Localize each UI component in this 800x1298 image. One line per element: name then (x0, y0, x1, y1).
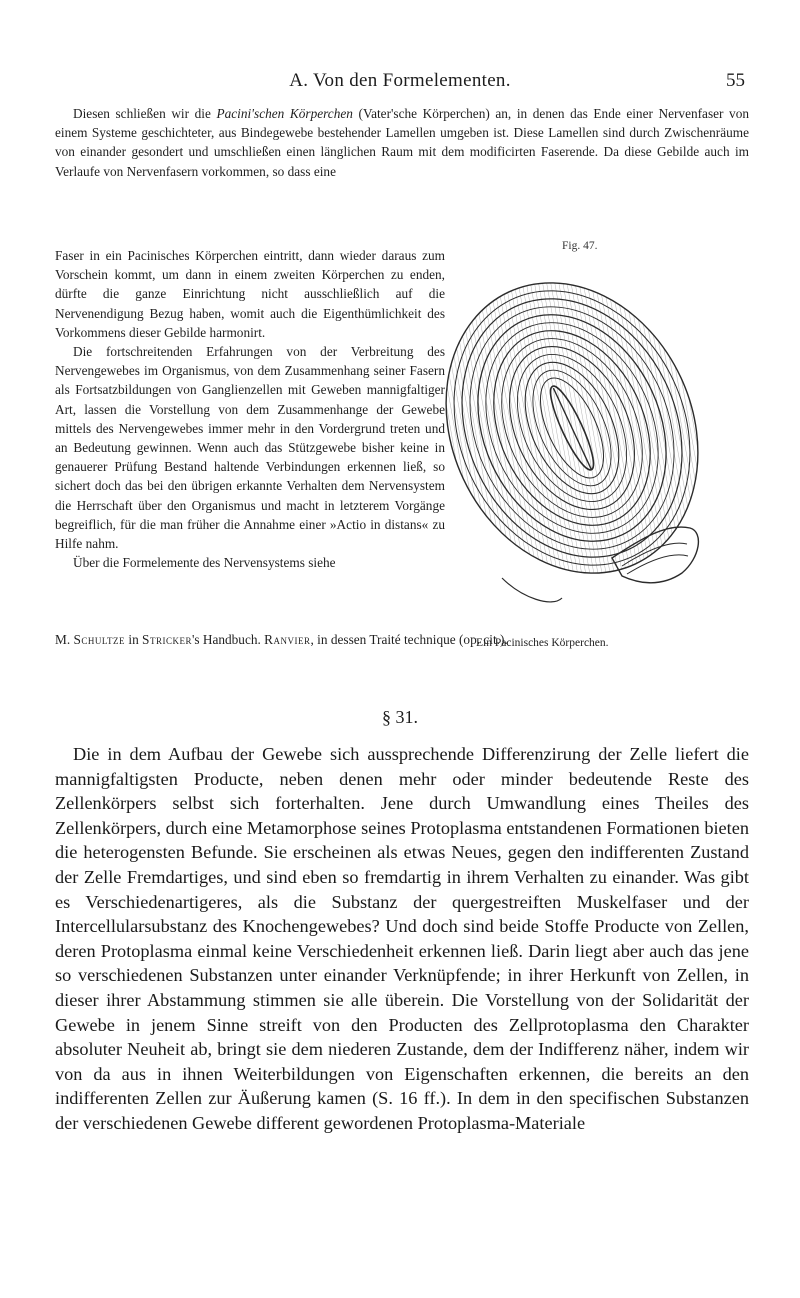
section-body (55, 742, 749, 1136)
intro-paragraph (55, 104, 749, 181)
pacinian-corpuscle-illustration (442, 258, 710, 628)
ref-text: , in dessen Traité technique (op. cit.). (310, 632, 508, 647)
section-paragraph: Die in dem Aufbau der Gewebe sich aussprechende Differenzirung der Zelle liefert die mannigfaltigsten Producte, neben denen mehr oder minder bedeutende Reste des Zellenkörpers selbst sich forterhalten. Jene durch Umwandlung eines Theiles des Zellenkörpers, durch eine Metamorphose seines Protoplasma entstandenen Formationen bieten die heterogensten Befunde. Sie erscheinen als etwas Neues, gegen den indifferenten Zustand der Zelle Fremdartiges, und sind eben so fremdartig in ihrem Verhalten zu einander. Was gibt es Verschiedenartigeres, als die Substanz der quergestreiften Muskelfaser und der Intercellularsubstanz des Knochengewebes? Und doch sind beide Stoffe Producte von Zellen, deren Protoplasma einmal keine Verschiedenheit erkennen ließ. Darin liegt aber auch das jene so verschiedenen Substanzen unter einander Verknüpfende; in ihrer Herkunft von Zellen, in dieser ihrer Abstammung stimmen sie alle überein. Die Vorstellung von der Solidarität der Gewebe in jenem Sinne streift von den Producten des Zellprotoplasma den Charakter absoluter Neuheit ab, bringt sie dem niederen Zustande, dem der Indifferenz näher, indem wir von da aus in ihnen Weiterbildungen von Eigenschaften erkennen, die bereits an den indifferenten Zellen zur Äußerung kamen (S. 16 ff.). In dem in den specifischen Substanzen der verschiedenen Gewebe different gewordenen Protoplasma-Materiale (55, 744, 749, 1133)
ref-author-schultze: Schultze (73, 632, 126, 647)
ref-text: M. (55, 632, 74, 647)
section-number: § 31. (382, 707, 418, 727)
ref-author-ranvier: Ranvier (264, 632, 311, 647)
ref-text: 's Handbuch. (191, 632, 265, 647)
reference-line (55, 630, 749, 649)
figure-caption: Ein Pacinisches Körperchen. (476, 637, 609, 649)
figure (442, 240, 710, 649)
column-paragraph-2: Die fortschreitenden Erfahrungen von der Verbreitung des Nervengewebes im Organismus, von dem Zusammenhang seiner Fasern als Fortsatzbildungen von Ganglienzellen mit Geweben mannigfaltiger Art, lassen die Vorstellung von dem Zusammenhange der Gewebe mittels des Nervengewebes immer mehr in den Vordergrund treten und an Bedeutung gewinnen. Wenn auch das Stützgewebe bisher keine in genauerer Prüfung Bestand haltende Verbindungen erkennen ließ, so sichert doch das bei den übrigen erkannte Verhalten dem Nervensystem die Herrschaft über den Organismus und macht in letzterem Vorgänge begreiflich, für die man früher die Annahme einer »Actio in distans« zu Hilfe nahm. (55, 344, 445, 552)
ref-text: in (125, 632, 143, 647)
page-number: 55 (726, 70, 745, 91)
column-paragraph-3: Über die Formelemente des Nervensystems siehe (73, 555, 336, 571)
ref-author-stricker: Stricker (142, 632, 192, 647)
text-column-beside-figure (55, 246, 445, 572)
intro-text-start: Diesen schließen wir die (73, 106, 217, 121)
intro-term-italic: Pacini'schen Körperchen (216, 106, 353, 121)
intro-text-rest: (Vater'sche Körperchen) an, in denen das Ende einer Nervenfaser von einem Systeme geschichteter, aus Bindegewebe bestehender Lamellen umgeben ist. Diese Lamellen sind durch Zwischenräume von einander gesondert und umschließen einen länglichen Raum mit dem modificirten Faserende. Da diese Gebilde auch im Verlaufe von Nervenfasern vorkommen, so dass eine (55, 106, 749, 179)
figure-label: Fig. 47. (562, 240, 598, 252)
column-paragraph-1: Faser in ein Pacinisches Körperchen eintritt, dann wieder daraus zum Vorschein kommt, um dann in einem zweiten Körperchen zu enden, dürfte die ganze Einrichtung nicht ausschließlich auf die Nervenendigung Bezug haben, womit auch die Eigenthümlichkeit des Vorkommens dieser Gebilde harmonirt. (55, 248, 445, 340)
running-head (55, 70, 745, 96)
chapter-heading: A. Von den Formelementen. (289, 70, 511, 91)
